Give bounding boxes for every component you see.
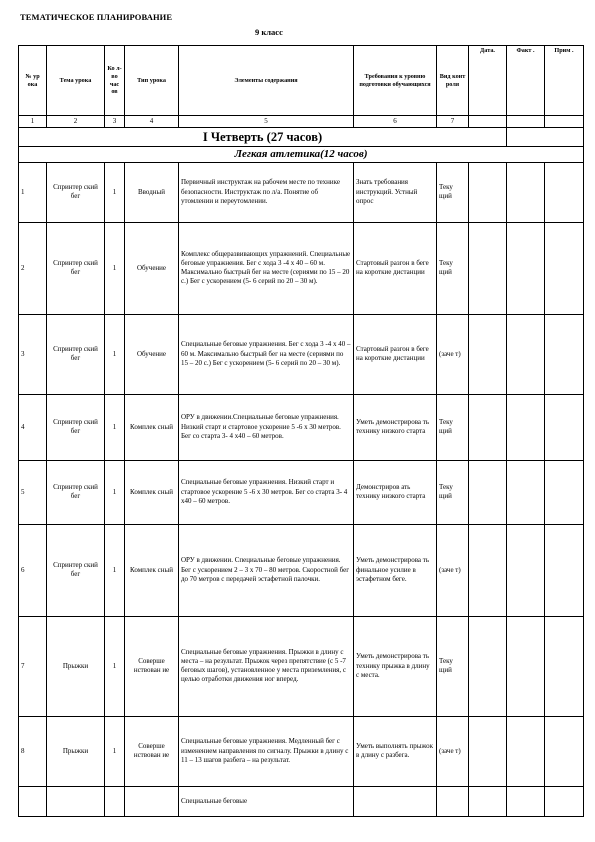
lesson-content: Комплекс общеразвивающих упражнений. Специальные беговые упражнения. Бег с хода 3 -4 х 40 – 60 м. Максимально быстрый бег на месте (сериями по 15 – 20 с.) Бег с ускорением (5- 6 серий по 20 – 30 м). xyxy=(179,222,354,314)
index-cell: 2 xyxy=(47,116,105,128)
lesson-fact xyxy=(507,162,545,222)
lesson-fact xyxy=(507,222,545,314)
lesson-type: Обучение xyxy=(125,314,179,394)
lesson-num: 6 xyxy=(19,524,47,616)
lesson-topic: Спринтер ский бег xyxy=(47,162,105,222)
lesson-note xyxy=(545,716,584,786)
lesson-note xyxy=(545,162,584,222)
index-cell: 6 xyxy=(354,116,437,128)
lesson-date xyxy=(469,716,507,786)
lesson-date xyxy=(469,394,507,460)
lesson-control: Теку щий xyxy=(437,162,469,222)
lesson-body xyxy=(19,162,584,786)
lesson-hours: 1 xyxy=(105,716,125,786)
lesson-requirements: Демонстриров ать технику низкого старта xyxy=(354,460,437,524)
section-empty-cell xyxy=(507,128,584,147)
lesson-control: Теку щий xyxy=(437,222,469,314)
lesson-requirements xyxy=(354,786,437,816)
index-cell: 7 xyxy=(437,116,469,128)
lesson-content: Специальные беговые xyxy=(179,786,354,816)
lesson-note xyxy=(545,460,584,524)
lesson-topic: Прыжки xyxy=(47,716,105,786)
lesson-type: Комплек сный xyxy=(125,460,179,524)
index-row xyxy=(19,116,584,128)
lesson-requirements: Уметь демонстрирова ть технику прыжка в длину с места. xyxy=(354,616,437,716)
index-cell: 3 xyxy=(105,116,125,128)
subsection-title: Легкая атлетика(12 часов) xyxy=(19,147,584,163)
lesson-note xyxy=(545,314,584,394)
col-header-num: № ур ока xyxy=(19,46,47,116)
lesson-hours: 1 xyxy=(105,314,125,394)
section-title: I Четверть (27 часов) xyxy=(19,128,507,147)
lesson-note xyxy=(545,394,584,460)
index-cell-empty xyxy=(469,116,507,128)
lesson-hours: 1 xyxy=(105,222,125,314)
lesson-requirements: Стартовый разгон в беге на короткие дистанции xyxy=(354,222,437,314)
lesson-row xyxy=(19,314,584,394)
lesson-fact xyxy=(507,460,545,524)
lesson-date xyxy=(469,616,507,716)
lesson-topic: Спринтер ский бег xyxy=(47,314,105,394)
index-cell: 1 xyxy=(19,116,47,128)
section-row xyxy=(19,128,584,147)
trailing-row xyxy=(19,786,584,816)
lesson-requirements: Уметь выполнять прыжок в длину с разбега. xyxy=(354,716,437,786)
subsection-row xyxy=(19,147,584,163)
lesson-note xyxy=(545,786,584,816)
lesson-date xyxy=(469,786,507,816)
lesson-hours: 1 xyxy=(105,524,125,616)
lesson-control xyxy=(437,786,469,816)
col-header-fact: Факт . xyxy=(507,46,545,116)
lesson-type: Обучение xyxy=(125,222,179,314)
lesson-num: 3 xyxy=(19,314,47,394)
lesson-note xyxy=(545,524,584,616)
lesson-topic: Спринтер ский бег xyxy=(47,394,105,460)
lesson-control: Теку щий xyxy=(437,394,469,460)
lesson-hours xyxy=(105,786,125,816)
lesson-row xyxy=(19,162,584,222)
col-header-topic: Тема урока xyxy=(47,46,105,116)
index-cell: 5 xyxy=(179,116,354,128)
lesson-fact xyxy=(507,524,545,616)
col-header-note: Прим . xyxy=(545,46,584,116)
col-header-content: Элементы содержания xyxy=(179,46,354,116)
lesson-date xyxy=(469,222,507,314)
lesson-hours: 1 xyxy=(105,162,125,222)
lesson-content: Специальные беговые упражнения. Бег с хода 3 -4 х 40 – 60 м. Максимально быстрый бег на месте (сериями по 15 – 20 с.) Бег с ускорением (5- 6 серий по 20 – 30 м). xyxy=(179,314,354,394)
lesson-topic: Спринтер ский бег xyxy=(47,222,105,314)
lesson-fact xyxy=(507,786,545,816)
lesson-num: 1 xyxy=(19,162,47,222)
lesson-date xyxy=(469,524,507,616)
index-cell: 4 xyxy=(125,116,179,128)
lesson-content: ОРУ в движении.Специальные беговые упражнения. Низкий старт и стартовое ускорение 5 -6 х 30 метров. Бег со старта 3- 4 х40 – 60 метров. xyxy=(179,394,354,460)
lesson-fact xyxy=(507,616,545,716)
col-header-hours: Ко л-во час ов xyxy=(105,46,125,116)
lesson-note xyxy=(545,616,584,716)
lesson-row xyxy=(19,616,584,716)
lesson-control: Теку щий xyxy=(437,616,469,716)
lesson-topic: Прыжки xyxy=(47,616,105,716)
lesson-note xyxy=(545,222,584,314)
lesson-type: Комплек сный xyxy=(125,524,179,616)
lesson-type: Комплек сный xyxy=(125,394,179,460)
lesson-fact xyxy=(507,716,545,786)
index-cell-empty xyxy=(545,116,584,128)
lesson-type: Соверше нствован ие xyxy=(125,616,179,716)
lesson-control: (заче т) xyxy=(437,314,469,394)
lesson-control: Теку щий xyxy=(437,460,469,524)
lesson-control: (заче т) xyxy=(437,524,469,616)
lesson-type: Соверше нствован ие xyxy=(125,716,179,786)
lesson-row xyxy=(19,716,584,786)
lesson-requirements: Знать требования инструкций. Устный опрос xyxy=(354,162,437,222)
col-header-control: Вид конт роля xyxy=(437,46,469,116)
plan-table xyxy=(18,45,584,817)
lesson-row xyxy=(19,394,584,460)
lesson-hours: 1 xyxy=(105,616,125,716)
lesson-topic: Спринтер ский бег xyxy=(47,460,105,524)
lesson-num: 7 xyxy=(19,616,47,716)
lesson-type xyxy=(125,786,179,816)
lesson-content: Первичный инструктаж на рабочем месте по технике безопасности. Инструктаж по л/а. Понятие об утомлении и переутомлении. xyxy=(179,162,354,222)
col-header-type: Тип урока xyxy=(125,46,179,116)
lesson-fact xyxy=(507,394,545,460)
lesson-topic: Спринтер ский бег xyxy=(47,524,105,616)
lesson-content: Специальные беговые упражнения. Низкий старт и стартовое ускорение 5 -6 х 30 метров. Бег со старта 3- 4 х40 – 60 метров. xyxy=(179,460,354,524)
lesson-control: (заче т) xyxy=(437,716,469,786)
lesson-date xyxy=(469,460,507,524)
lesson-requirements: Уметь демонстрирова ть финальное усилие в эстафетном беге. xyxy=(354,524,437,616)
col-header-date: Дата. xyxy=(469,46,507,116)
lesson-type: Вводный xyxy=(125,162,179,222)
lesson-num: 5 xyxy=(19,460,47,524)
lesson-num: 2 xyxy=(19,222,47,314)
lesson-requirements: Стартовый разгон в беге на короткие дистанции xyxy=(354,314,437,394)
lesson-date xyxy=(469,162,507,222)
lesson-content: Специальные беговые упражнения. Медленный бег с изменением направления по сигналу. Прыжки в длину с 11 – 13 шагов разбега – на результат. xyxy=(179,716,354,786)
lesson-fact xyxy=(507,314,545,394)
lesson-topic xyxy=(47,786,105,816)
lesson-hours: 1 xyxy=(105,460,125,524)
lesson-num: 4 xyxy=(19,394,47,460)
lesson-row xyxy=(19,222,584,314)
lesson-hours: 1 xyxy=(105,394,125,460)
lesson-requirements: Уметь демонстрирова ть технику низкого старта xyxy=(354,394,437,460)
index-cell-empty xyxy=(507,116,545,128)
lesson-content: ОРУ в движении. Специальные беговые упражнения. Бег с ускорением 2 – 3 х 70 – 80 метров. Скоростной бег до 70 метров с передачей эстафетной палочки. xyxy=(179,524,354,616)
lesson-row xyxy=(19,460,584,524)
grade-label: 9 класс xyxy=(255,27,283,37)
lesson-num: 8 xyxy=(19,716,47,786)
header-row xyxy=(19,46,584,116)
col-header-requirements: Требования к уровню подготовки обучающихся xyxy=(354,46,437,116)
lesson-row xyxy=(19,524,584,616)
document-title: ТЕМАТИЧЕСКОЕ ПЛАНИРОВАНИЕ xyxy=(20,12,173,22)
lesson-content: Специальные беговые упражнения. Прыжки в длину с места – на результат. Прыжок через препятствие (с 5 -7 беговых шагов), установленное у места приземления, с целью отработки движения ног вперед. xyxy=(179,616,354,716)
lesson-date xyxy=(469,314,507,394)
lesson-num xyxy=(19,786,47,816)
